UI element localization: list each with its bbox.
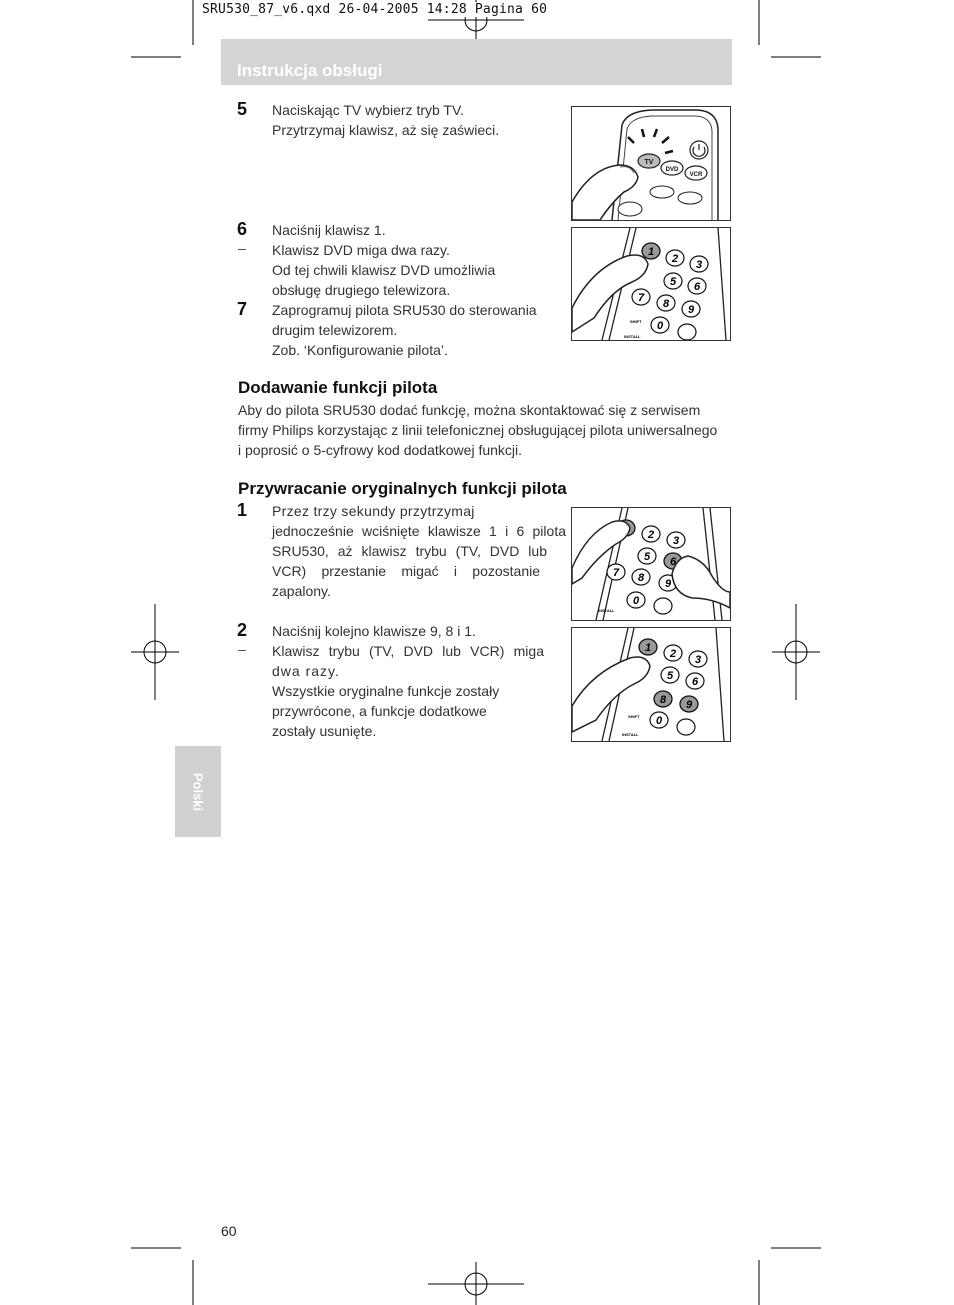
key-label: 6 [669, 556, 677, 568]
key-label: 7 [637, 292, 645, 304]
key-label: 8 [659, 694, 667, 706]
text-line: dwa razy. [272, 663, 340, 679]
key-label: 8 [637, 572, 645, 584]
dash-bullet: – [238, 240, 246, 256]
key-label: 8 [662, 298, 670, 310]
key-label: 5 [669, 276, 677, 288]
text-line: i poprosić o 5-cyfrowy kod dodatkowej funkcji. [238, 442, 523, 458]
step-text [272, 100, 562, 140]
step-text [272, 300, 562, 360]
text-line: obsługę drugiego telewizora. [272, 282, 451, 298]
key-label: 0 [656, 320, 664, 332]
key-label: 1 [644, 642, 652, 654]
text-line: Naciskając TV wybierz tryb TV. [272, 102, 464, 118]
text-line: Klawisz DVD miga dwa razy. [272, 242, 450, 258]
text-line: Od tej chwili klawisz DVD umożliwia [272, 262, 496, 278]
step-text-justified [272, 641, 544, 661]
key-label: 3 [672, 535, 680, 547]
step-text [272, 501, 566, 521]
step-number: 5 [237, 99, 248, 119]
keypad-illustration-press-1 [571, 227, 731, 341]
text-line: Przytrzymaj klawisz, aż się zaświeci. [272, 122, 500, 138]
key-label: 0 [655, 715, 663, 727]
text-line: jednocześnie wciśnięte klawisze 1 i 6 pilota [272, 523, 566, 539]
key-label: 5 [666, 670, 674, 682]
key-label: 3 [695, 259, 703, 271]
text-line: VCR) przestanie migać i pozostanie [272, 563, 540, 579]
install-label: INSTALL [598, 608, 615, 613]
keypad-illustration-sequence [571, 627, 731, 742]
install-label: INSTALL [622, 732, 639, 737]
shift-label: SHIFT [630, 319, 642, 324]
text-line: Naciśnij kolejno klawisze 9, 8 i 1. [272, 623, 476, 639]
language-tab [175, 746, 221, 837]
section-paragraph [238, 400, 728, 460]
step-number: 2 [237, 620, 248, 640]
section-heading: Przywracanie oryginalnych funkcji pilota [238, 479, 567, 498]
step-text [272, 581, 562, 601]
step-number: 1 [237, 500, 248, 520]
key-label: 2 [647, 529, 655, 541]
step-text [272, 621, 562, 641]
key-label: 6 [691, 676, 699, 688]
key-label: 7 [612, 567, 620, 579]
language-tab-label: Polski [190, 772, 206, 812]
text-line: zostały usunięte. [272, 723, 377, 739]
key-label: 9 [687, 304, 695, 316]
remote-top-illustration [571, 106, 731, 221]
text-line: Zaprogramuj pilota SRU530 do sterowania [272, 302, 537, 318]
step-text [272, 240, 562, 300]
text-line: Zob. ‘Konfigurowanie pilota’. [272, 342, 448, 358]
key-label: 2 [671, 253, 679, 265]
text-line: Klawisz trybu (TV, DVD lub VCR) miga [272, 643, 544, 659]
shift-label: SHIFT [628, 714, 640, 719]
step-text [272, 220, 562, 240]
text-line: Wszystkie oryginalne funkcje zostały [272, 683, 500, 699]
vcr-button-label: VCR [689, 172, 703, 178]
step-text-justified [272, 521, 566, 581]
text-line: Naciśnij klawisz 1. [272, 222, 386, 238]
step-number: 7 [237, 299, 248, 319]
key-label: 9 [664, 578, 672, 590]
step-text [272, 661, 562, 741]
text-line: firmy Philips korzystając z linii telefonicznej obsługującej pilota uniwersalnego [238, 422, 718, 438]
finger-icon [572, 657, 650, 732]
key-label: 1 [647, 246, 655, 258]
file-header: SRU530_87_v6.qxd 26-04-2005 14:28 Pagina 60 [202, 2, 548, 17]
key-label: 0 [632, 595, 640, 607]
text-line: drugim telewizorem. [272, 322, 398, 338]
section-heading: Dodawanie funkcji pilota [238, 378, 438, 397]
key-label: 2 [669, 648, 677, 660]
key-label: 5 [643, 551, 651, 563]
finger-icon [669, 556, 730, 608]
dvd-button-label: DVD [665, 167, 679, 173]
text-line: Przez trzy sekundy przytrzymaj [272, 503, 475, 519]
tv-button-label: TV [644, 159, 654, 166]
text-line: Aby do pilota SRU530 dodać funkcję, można skontaktować się z serwisem [238, 402, 701, 418]
install-label: INSTALL [624, 334, 641, 339]
text-line: przywrócone, a funkcje dodatkowe [272, 703, 487, 719]
dash-bullet: – [238, 641, 246, 657]
key-label: 6 [693, 281, 701, 293]
keypad-illustration-press-1-6 [571, 507, 731, 621]
page-number: 60 [221, 1223, 237, 1239]
text-line: zapalony. [272, 583, 331, 599]
key-label: 3 [694, 654, 702, 666]
text-line: SRU530, aż klawisz trybu (TV, DVD lub [272, 543, 547, 559]
section-title: Instrukcja obsługi [237, 61, 383, 80]
key-label: 9 [685, 699, 693, 711]
step-number: 6 [237, 219, 248, 239]
